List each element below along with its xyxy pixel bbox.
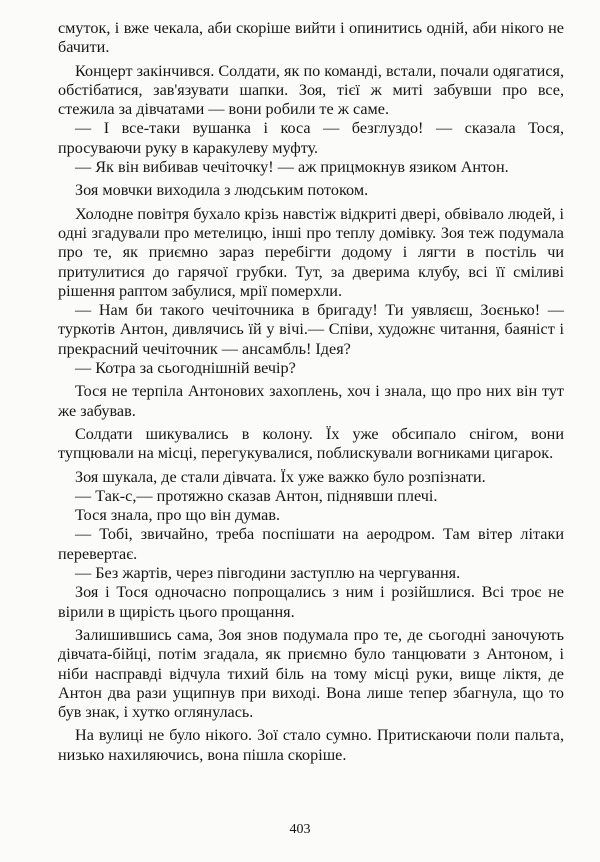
- paragraph-12: — Так-с,— протяжно сказав Антон, піднявши плечі.: [75, 486, 438, 505]
- paragraph-16: Зоя і Тося одночасно попрощались з ним і розійшлися. Всі троє не вірили в щирість цього прощання.: [58, 583, 564, 621]
- paragraph-2: Концерт закінчився. Солдати, як по команді, встали, почали одягатися, обстібатися, зав'язувати шапки. Зоя, тієї ж миті забувши про все, стежила за дівчатами — вони робили те ж саме.: [58, 61, 564, 119]
- paragraph-5: Зоя мовчки виходила з людським потоком.: [75, 181, 369, 200]
- paragraph-6: Холодне повітря бухало крізь навстіж відкриті двері, обвівало людей, і одні згадували про метелицю, інші про теплу домівку. Зоя теж подумала про те, як приємно зараз перебігти додому і лягти в постіль чи притулитися до гарячої грубки. Тут, за дверима клубу, всі її сміливі рішення раптом забулися, мрії померхли.: [58, 204, 564, 300]
- paragraph-8: — Котра за сьогоднішній вечір?: [75, 359, 296, 378]
- paragraph-3: — І все-таки вушанка і коса — безглуздо! — сказала Тося, просуваючи руку в каракулеву муфту.: [58, 119, 564, 157]
- paragraph-18: На вулиці не було нікого. Зої стало сумно. Притискаючи поли пальта, низько нахиляючись, вона пішла скоріше.: [58, 726, 564, 764]
- paragraph-14: — Тобі, звичайно, треба поспішати на аеродром. Там вітер літаки перевертає.: [58, 525, 564, 563]
- paragraph-7: — Нам би такого чечіточника в бригаду! Ти уявляєш, Зоєнько! — туркотів Антон, дивлячись їй у вічі.— Співи, художнє читання, баяніст і прекрасний чечіточник — ансамбль! Ідея?: [58, 301, 564, 358]
- page-text: [58, 19, 564, 765]
- paragraph-1: смуток, і вже чекала, аби скоріше вийти і опинитись одній, аби нікого не бачити.: [58, 19, 564, 57]
- paragraph-9: Тося не терпіла Антонових захоплень, хоч і знала, що про них він тут же забував.: [58, 382, 564, 420]
- paragraph-10: Солдати шикувались в колону. Їх уже обсипало снігом, вони тупцювали на місці, перегукувалися, поблискували вогниками цигарок.: [58, 424, 564, 463]
- page-number: 403: [289, 822, 311, 837]
- paragraph-4: — Як він вибивав чечіточку! — аж прицмокнув язиком Антон.: [75, 158, 509, 177]
- paragraph-15: — Без жартів, через півгодини заступлю на чергування.: [75, 564, 461, 583]
- paragraph-11: Зоя шукала, де стали дівчата. Їх уже важко було розпізнати.: [75, 467, 486, 486]
- paragraph-17: Залишившись сама, Зоя знов подумала про те, де сьогодні заночують дівчата-бійці, потім згадала, як приємно було танцювати з Антоном, і ніби насправді відчула тихий біль на тому місці руки, вище ліктя, де Антон два рази ущипнув при виході. Вона лише тепер збагнула, що то був знак, і хутко оглянулась.: [58, 625, 564, 722]
- paragraph-13: Тося знала, про що він думав.: [75, 506, 281, 525]
